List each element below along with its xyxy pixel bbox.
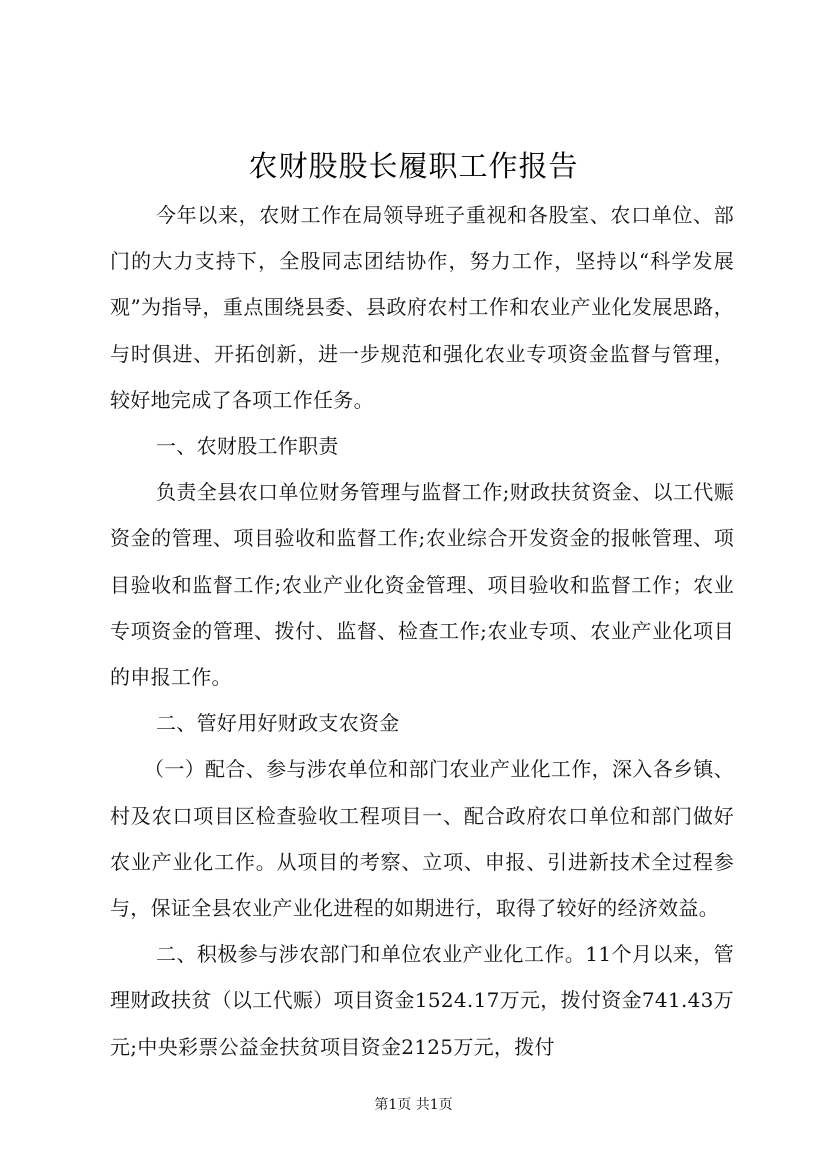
duties-paragraph: 负责全县农口单位财务管理与监督工作;财政扶贫资金、以工代赈资金的管理、项目验收和监督工作;农业综合开发资金的报帐管理、项目验收和监督工作;农业产业化资金管理、项目验收和监督工作；农业专项资金的管理、拨付、监督、检查工作;农业专项、农业产业化项目的申报工作。 [110,480,734,690]
subsection-paragraph-2: 二、积极参与涉农部门和单位农业产业化工作。11个月以来，管理财政扶贫（以工代赈）项目资金1524.17万元，拨付资金741.43万元;中央彩票公益金扶贫项目资金2125万元，拨付 [110,942,734,1059]
section-heading-duties: 一、农财股工作职责 [156,434,339,459]
document-body [110,192,734,1070]
page-footer: 第1页 共1页 [374,1097,453,1113]
document-title: 农财股股长履职工作报告 [248,149,579,183]
intro-paragraph: 今年以来，农财工作在局领导班子重视和各股室、农口单位、部门的大力支持下，全股同志团结协作，努力工作，坚持以“科学发展观”为指导，重点围绕县委、县政府农村工作和农业产业化发展思路，与时俱进、开拓创新，进一步规范和强化农业专项资金监督与管理，较好地完成了各项工作任务。 [110,203,734,412]
section-heading-funds: 二、管好用好财政支农资金 [156,711,400,736]
subsection-paragraph-1: （一）配合、参与涉农单位和部门农业产业化工作，深入各乡镇、村及农口项目区检查验收工程项目一、配合政府农口单位和部门做好农业产业化工作。从项目的考察、立项、申报、引进新技术全过程参与，保证全县农业产业化进程的如期进行，取得了较好的经济效益。 [110,757,734,921]
